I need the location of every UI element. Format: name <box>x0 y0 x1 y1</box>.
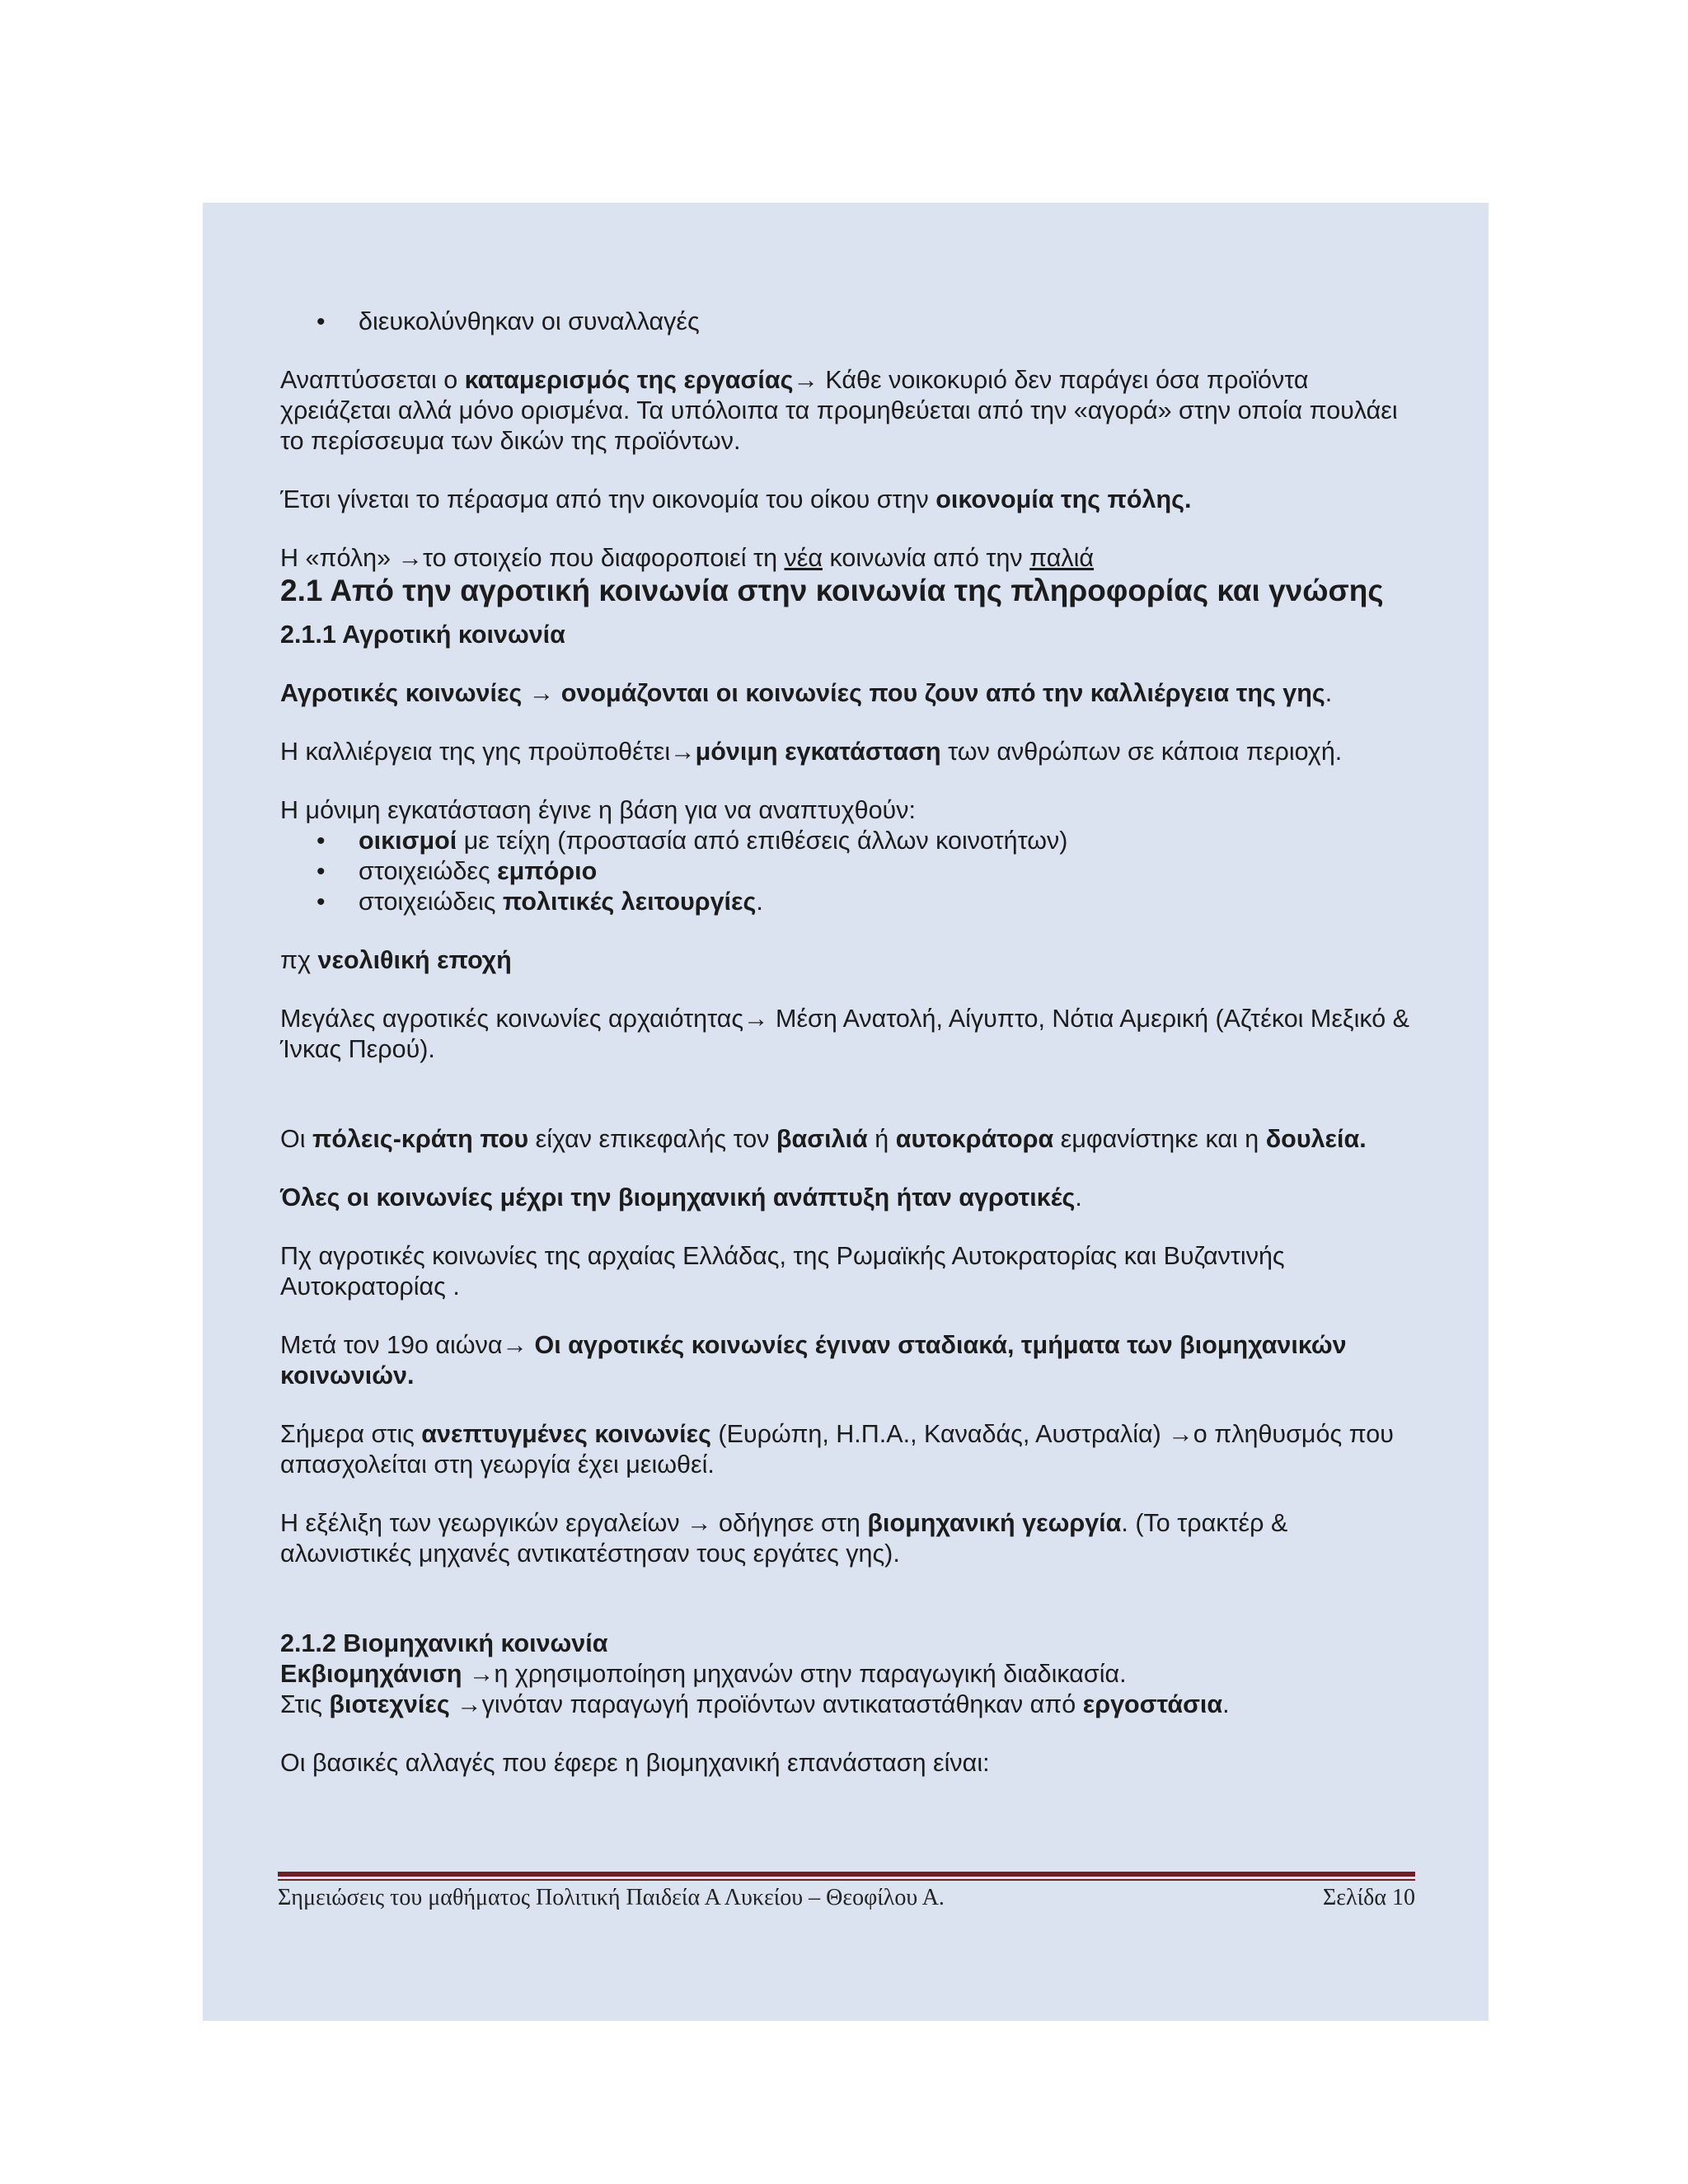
paragraph-permanent-settlement: Η μόνιμη εγκατάσταση έγινε η βάση για να αναπτυχθούν: <box>280 796 916 824</box>
paragraph-agricultural-tools: Η εξέλιξη των γεωργικών εργαλείων → οδήγησε στη βιομηχανική γεωργία. (Το τρακτέρ & αλωνιστικές μηχανές αντικατέστησαν τους εργάτες γης). <box>280 1509 1288 1568</box>
paragraph-industrialization: Εκβιομηχάνιση →η χρησιμοποίηση μηχανών στην παραγωγική διαδικασία. <box>280 1660 1127 1688</box>
paragraph-19th-century: Μετά τον 19ο αιώνα→ Οι αγροτικές κοινωνίες έγιναν σταδιακά, τμήματα των βιομηχανικών κοινωνιών. <box>280 1331 1347 1390</box>
section-heading: 2.1 Από την αγροτική κοινωνία στην κοινωνία της πληροφορίας και γνώσης <box>280 574 1384 607</box>
paragraph-ancient-examples: Πχ αγροτικές κοινωνίες της αρχαίας Ελλάδας, της Ρωμαϊκής Αυτοκρατορίας και Βυζαντινής Αυτοκρατορίας . <box>280 1242 1285 1301</box>
page-number: Σελίδα 10 <box>1322 1885 1415 1910</box>
paragraph-great-agricultural-societies: Μεγάλες αγροτικές κοινωνίες αρχαιότητας→ Μέση Ανατολή, Αίγυπτο, Νότια Αμερική (Αζτέκοι Μεξικό & Ίνκας Περού). <box>280 1005 1410 1063</box>
list-item: • στοιχειώδεις πολιτικές λειτουργίες. <box>280 887 1418 917</box>
paragraph-city-states: Οι πόλεις-κράτη που είχαν επικεφαλής τον βασιλιά ή αυτοκράτορα εμφανίστηκε και η δουλεία. <box>280 1125 1367 1153</box>
subsection-heading-industrial: 2.1.2 Βιομηχανική κοινωνία <box>280 1629 608 1657</box>
bullet-list-trade <box>280 307 1418 337</box>
document-body <box>280 307 1418 1779</box>
paragraph-cultivation: Η καλλιέργεια της γης προϋποθέτει→μόνιμη εγκατάσταση των ανθρώπων σε κάποια περιοχή. <box>280 738 1343 766</box>
paragraph-transition: Έτσι γίνεται το πέρασμα από την οικονομία του οίκου στην οικονομία της πόλης. <box>280 485 1192 513</box>
bullet-list-developments <box>280 826 1418 917</box>
paragraph-developed-societies: Σήμερα στις ανεπτυγμένες κοινωνίες (Ευρώπη, Η.Π.Α., Καναδάς, Αυστραλία) →ο πληθυσμός που απασχολείται στη γεωργία έχει μειωθεί. <box>280 1420 1394 1479</box>
paragraph-crafts: Στις βιοτεχνίες →γινόταν παραγωγή προϊόντων αντικαταστάθηκαν από εργοστάσια. <box>280 1690 1230 1718</box>
paragraph-basic-changes: Οι βασικές αλλαγές που έφερε η βιομηχανική επανάσταση είναι: <box>280 1749 990 1777</box>
paragraph-division-of-labor: Αναπτύσσεται ο καταμερισμός της εργασίας→ Κάθε νοικοκυριό δεν παράγει όσα προϊόντα χρειάζεται αλλά μόνο ορισμένα. Τα υπόλοιπα τα προμηθεύεται από την «αγορά» στην οποία πουλάει το περίσσευμα των δικών της προϊόντων. <box>280 366 1398 455</box>
footer-divider <box>278 1872 1415 1881</box>
list-item: • οικισμοί με τείχη (προστασία από επιθέσεις άλλων κοινοτήτων) <box>280 826 1418 856</box>
subsection-heading-agricultural: 2.1.1 Αγροτική κοινωνία <box>280 621 565 649</box>
list-item: • διευκολύνθηκαν οι συναλλαγές <box>280 307 1418 337</box>
footer-course-notes: Σημειώσεις του μαθήματος Πολιτική Παιδεία Α Λυκείου – Θεοφίλου Α. <box>278 1885 945 1910</box>
paragraph-example-neolithic: πχ νεολιθική εποχή <box>280 946 512 974</box>
list-item: • στοιχειώδες εμπόριο <box>280 856 1418 887</box>
paragraph-polis: Η «πόλη» →το στοιχείο που διαφοροποιεί τη νέα κοινωνία από την παλιά <box>280 544 1095 572</box>
paragraph-agricultural-definition: Αγροτικές κοινωνίες → ονομάζονται οι κοινωνίες που ζουν από την καλλιέργεια της γης. <box>280 679 1333 707</box>
paragraph-all-societies: Όλες οι κοινωνίες μέχρι την βιομηχανική ανάπτυξη ήταν αγροτικές. <box>280 1183 1082 1212</box>
